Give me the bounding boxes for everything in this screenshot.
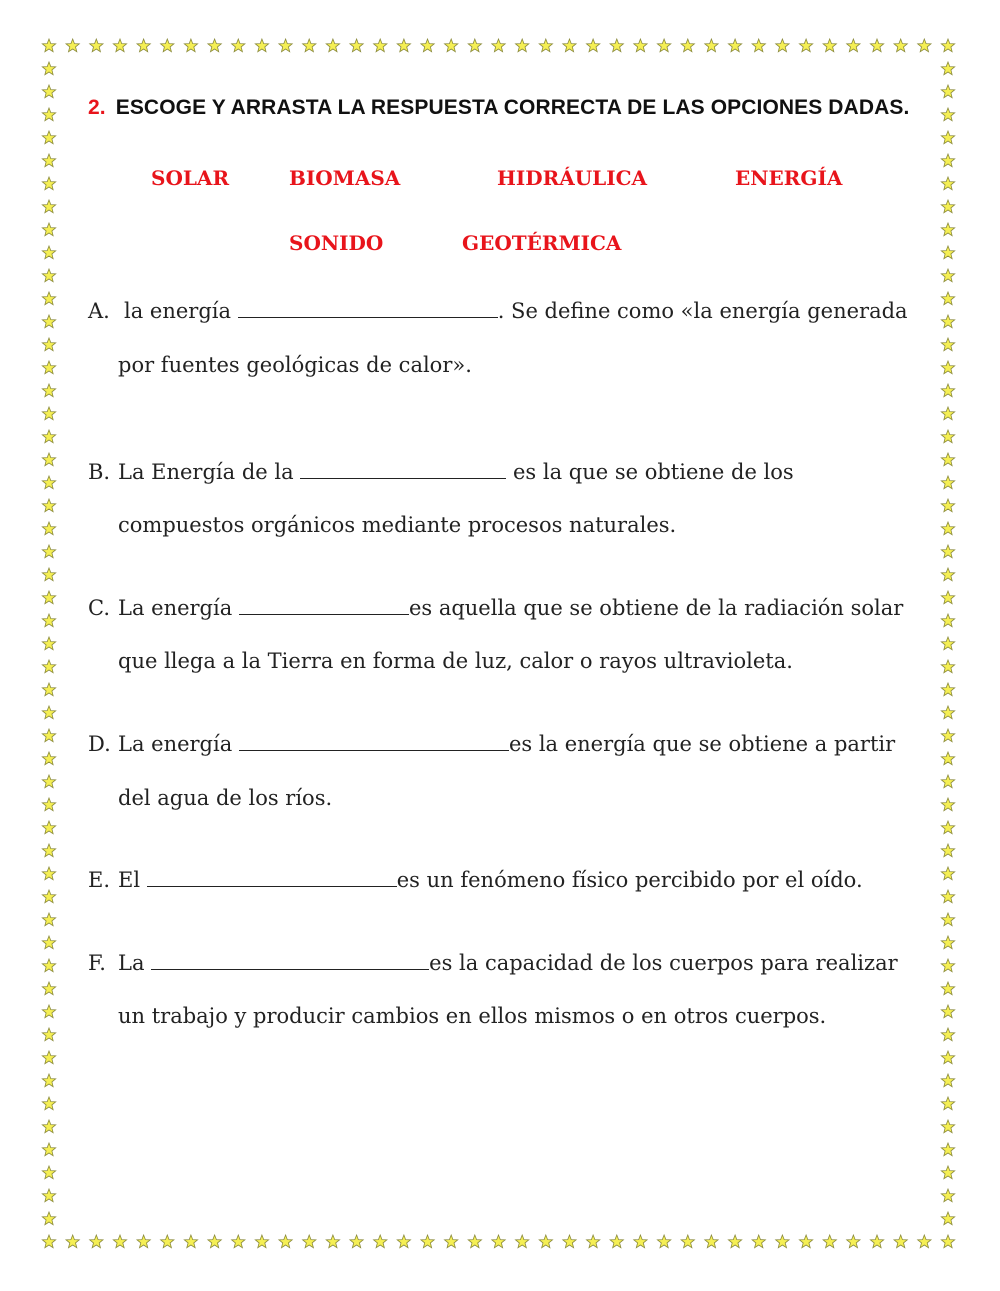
star-icon (326, 39, 339, 52)
star-icon (42, 200, 55, 213)
star-icon (42, 292, 55, 305)
star-icon (42, 867, 55, 880)
drop-zone-e[interactable] (147, 868, 397, 887)
star-icon (941, 1120, 954, 1133)
star-icon (752, 39, 765, 52)
star-icon (468, 1235, 481, 1248)
star-icon (90, 1235, 103, 1248)
star-icon (728, 39, 741, 52)
star-icon (941, 844, 954, 857)
star-icon (445, 1235, 458, 1248)
star-icon (161, 1235, 174, 1248)
star-icon (421, 1235, 434, 1248)
star-icon (492, 1235, 505, 1248)
star-icon (941, 729, 954, 742)
star-icon (941, 1097, 954, 1110)
star-icon (941, 867, 954, 880)
question-b: B. La Energía de la es la que se obtiene de los (88, 460, 794, 484)
star-icon (941, 315, 954, 328)
star-icon (42, 568, 55, 581)
star-icon (799, 39, 812, 52)
star-icon (776, 1235, 789, 1248)
star-icon (42, 545, 55, 558)
star-icon (42, 706, 55, 719)
star-icon (445, 39, 458, 52)
star-icon (42, 1028, 55, 1041)
star-icon (303, 1235, 316, 1248)
star-icon (705, 39, 718, 52)
star-icon (42, 1005, 55, 1018)
star-icon (941, 936, 954, 949)
star-icon (161, 39, 174, 52)
star-icon (326, 1235, 339, 1248)
star-icon (42, 913, 55, 926)
star-icon (918, 39, 931, 52)
star-icon (42, 85, 55, 98)
star-icon (941, 292, 954, 305)
star-icon (42, 752, 55, 765)
star-icon (374, 39, 387, 52)
star-icon (42, 315, 55, 328)
drop-zone-d[interactable] (239, 732, 509, 751)
star-icon (870, 1235, 883, 1248)
star-icon (610, 39, 623, 52)
star-icon (941, 568, 954, 581)
star-icon (941, 1212, 954, 1225)
question-number: 2. (88, 96, 106, 119)
question-d-line2: del agua de los ríos. (118, 786, 333, 810)
option-biomasa[interactable]: BIOMASA (289, 166, 401, 190)
star-icon (941, 85, 954, 98)
question-a-line2: por fuentes geológicas de calor». (118, 353, 472, 377)
star-icon (42, 844, 55, 857)
star-icon (563, 1235, 576, 1248)
star-icon (42, 959, 55, 972)
star-icon (232, 39, 245, 52)
star-icon (847, 1235, 860, 1248)
star-icon (941, 913, 954, 926)
star-icon (941, 246, 954, 259)
star-icon (941, 775, 954, 788)
star-icon (941, 200, 954, 213)
question-c: C. La energía es aquella que se obtiene de la radiación solar (88, 596, 904, 620)
star-icon (516, 39, 529, 52)
star-icon (42, 1097, 55, 1110)
star-icon (728, 1235, 741, 1248)
option-geotermica[interactable]: GEOTÉRMICA (462, 231, 622, 255)
star-icon (208, 39, 221, 52)
star-icon (941, 1005, 954, 1018)
star-icon (941, 798, 954, 811)
star-icon (279, 39, 292, 52)
star-icon (941, 890, 954, 903)
star-icon (563, 39, 576, 52)
instruction-heading (88, 96, 909, 120)
star-icon (303, 39, 316, 52)
option-hidraulica[interactable]: HIDRÁULICA (497, 166, 648, 190)
star-icon (42, 269, 55, 282)
star-icon (42, 729, 55, 742)
star-icon (941, 545, 954, 558)
star-icon (42, 223, 55, 236)
question-d: D. La energía es la energía que se obtiene a partir (88, 732, 896, 756)
star-icon (42, 430, 55, 443)
star-icon (42, 476, 55, 489)
star-icon (42, 338, 55, 351)
star-icon (184, 39, 197, 52)
instruction-text: ESCOGE Y ARRASTA LA RESPUESTA CORRECTA DE LAS OPCIONES DADAS. (115, 96, 910, 119)
star-icon (681, 39, 694, 52)
option-energia[interactable]: ENERGÍA (735, 166, 843, 190)
star-icon (137, 1235, 150, 1248)
star-icon (870, 39, 883, 52)
option-solar[interactable]: SOLAR (151, 166, 230, 190)
star-icon (42, 1212, 55, 1225)
star-icon (941, 407, 954, 420)
star-icon (421, 39, 434, 52)
star-icon (657, 1235, 670, 1248)
star-icon (255, 1235, 268, 1248)
star-icon (941, 269, 954, 282)
star-icon (941, 637, 954, 650)
star-icon (941, 1235, 954, 1248)
star-icon (42, 660, 55, 673)
star-icon (42, 683, 55, 696)
star-icon (42, 775, 55, 788)
star-icon (847, 39, 860, 52)
drop-zone-f[interactable] (151, 951, 429, 970)
star-icon (823, 1235, 836, 1248)
question-a: A. la energía . Se define como «la energía generada (88, 299, 908, 323)
star-icon (113, 1235, 126, 1248)
star-icon (634, 1235, 647, 1248)
star-icon (941, 821, 954, 834)
star-icon (42, 407, 55, 420)
star-icon (941, 522, 954, 535)
star-icon (42, 453, 55, 466)
star-icon (232, 1235, 245, 1248)
star-icon (184, 1235, 197, 1248)
star-icon (42, 936, 55, 949)
star-icon (42, 637, 55, 650)
star-icon (918, 1235, 931, 1248)
star-icon (894, 39, 907, 52)
star-icon (941, 499, 954, 512)
star-icon (941, 982, 954, 995)
star-icon (66, 1235, 79, 1248)
star-icon (941, 1189, 954, 1202)
star-icon (941, 1166, 954, 1179)
star-icon (941, 223, 954, 236)
star-icon (941, 591, 954, 604)
drop-zone-a[interactable] (238, 299, 498, 318)
star-icon (42, 1235, 55, 1248)
question-e: E. El es un fenómeno físico percibido por el oído. (88, 868, 863, 892)
star-icon (42, 1074, 55, 1087)
star-icon (941, 660, 954, 673)
star-icon (42, 1120, 55, 1133)
star-icon (752, 1235, 765, 1248)
star-icon (941, 1028, 954, 1041)
star-icon (941, 338, 954, 351)
star-icon (42, 614, 55, 627)
star-icon (208, 1235, 221, 1248)
star-icon (941, 706, 954, 719)
star-icon (941, 683, 954, 696)
star-icon (941, 1051, 954, 1064)
star-icon (42, 1166, 55, 1179)
star-icon (42, 890, 55, 903)
question-f-line2: un trabajo y producir cambios en ellos mismos o en otros cuerpos. (118, 1004, 827, 1028)
star-icon (539, 1235, 552, 1248)
star-icon (42, 384, 55, 397)
star-icon (894, 1235, 907, 1248)
star-icon (941, 1143, 954, 1156)
star-icon (705, 1235, 718, 1248)
star-icon (776, 39, 789, 52)
star-icon (350, 39, 363, 52)
question-c-line2: que llega a la Tierra en forma de luz, calor o rayos ultravioleta. (118, 649, 793, 673)
star-icon (823, 39, 836, 52)
star-icon (42, 108, 55, 121)
star-icon (941, 177, 954, 190)
star-icon (42, 499, 55, 512)
star-icon (42, 39, 55, 52)
star-icon (941, 430, 954, 443)
star-icon (42, 591, 55, 604)
star-icon (941, 384, 954, 397)
star-icon (516, 1235, 529, 1248)
star-icon (350, 1235, 363, 1248)
star-icon (634, 39, 647, 52)
star-icon (941, 39, 954, 52)
star-icon (941, 752, 954, 765)
star-icon (42, 361, 55, 374)
drop-zone-c[interactable] (239, 596, 409, 615)
star-icon (42, 62, 55, 75)
star-icon (42, 177, 55, 190)
star-icon (279, 1235, 292, 1248)
star-icon (941, 476, 954, 489)
star-icon (42, 246, 55, 259)
star-icon (941, 614, 954, 627)
star-icon (90, 39, 103, 52)
star-icon (941, 959, 954, 972)
star-icon (657, 39, 670, 52)
star-icon (42, 982, 55, 995)
question-f: F. La es la capacidad de los cuerpos para realizar (88, 951, 898, 975)
star-icon (42, 1189, 55, 1202)
star-icon (42, 154, 55, 167)
star-icon (941, 131, 954, 144)
star-icon (397, 1235, 410, 1248)
star-icon (587, 39, 600, 52)
star-icon (539, 39, 552, 52)
star-icon (42, 798, 55, 811)
star-icon (941, 1074, 954, 1087)
star-icon (137, 39, 150, 52)
star-icon (255, 39, 268, 52)
star-icon (42, 1051, 55, 1064)
star-icon (681, 1235, 694, 1248)
star-icon (941, 453, 954, 466)
star-icon (42, 522, 55, 535)
drop-zone-b[interactable] (300, 460, 506, 479)
star-icon (799, 1235, 812, 1248)
star-icon (587, 1235, 600, 1248)
star-icon (42, 1143, 55, 1156)
star-icon (42, 131, 55, 144)
star-icon (492, 39, 505, 52)
option-sonido[interactable]: SONIDO (289, 231, 384, 255)
star-icon (941, 361, 954, 374)
star-icon (941, 108, 954, 121)
star-icon (610, 1235, 623, 1248)
question-b-line2: compuestos orgánicos mediante procesos naturales. (118, 513, 677, 537)
star-icon (42, 821, 55, 834)
star-icon (374, 1235, 387, 1248)
star-icon (941, 62, 954, 75)
star-icon (941, 154, 954, 167)
star-icon (397, 39, 410, 52)
star-icon (66, 39, 79, 52)
star-icon (468, 39, 481, 52)
star-icon (113, 39, 126, 52)
